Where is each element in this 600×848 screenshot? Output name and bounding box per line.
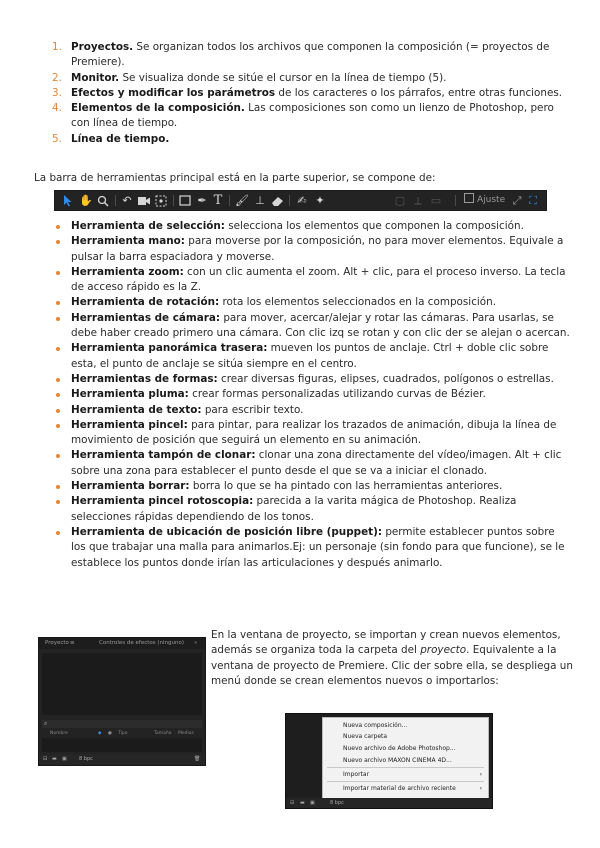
tool-description: crear diversas figuras, elipses, cuadrados, polígonos o estrellas. [217, 372, 554, 385]
bullet-icon [56, 393, 60, 397]
menu-item-new-photoshop-file[interactable]: Nuevo archivo de Adobe Photoshop... [343, 745, 456, 752]
tool-description: para escribir texto. [201, 403, 304, 416]
toolbar-separator [173, 195, 174, 206]
chevron-right-icon: › [479, 771, 482, 778]
tool-item [52, 265, 572, 296]
tag-icon: ● [108, 731, 112, 736]
bullet-icon [56, 301, 60, 305]
tool-name: Herramienta de rotación: [71, 296, 220, 309]
item-text: Se organizan todos los archivos que componen la composición (= proyectos de Premiere). [71, 41, 550, 69]
camera-tool-icon[interactable] [137, 196, 151, 206]
checkbox-icon[interactable] [464, 193, 474, 203]
item-number: 3. [52, 86, 62, 99]
puppet-tool-icon[interactable]: ✦ [315, 194, 325, 207]
numbered-item [52, 86, 572, 101]
tab-proyecto[interactable]: Proyecto [45, 640, 69, 646]
tool-name: Herramienta tampón de clonar: [71, 449, 256, 462]
rotation-tool-icon[interactable]: ↶ [122, 194, 132, 207]
tool-description: rota los elementos seleccionados en la composición. [219, 296, 497, 309]
col-type[interactable]: Tipo [118, 731, 128, 736]
menu-separator [327, 781, 484, 782]
menu-item-new-cinema4d-file[interactable]: Nuevo archivo MAXON CINEMA 4D... [343, 757, 452, 764]
paragraph-part1: En la ventana de proyecto, se importan y crean nuevos elementos, además se organiza toda la carpeta del [211, 629, 561, 657]
item-list[interactable] [42, 738, 202, 752]
col-name[interactable]: Nombre [50, 731, 68, 736]
selection-tool-icon[interactable] [63, 194, 73, 207]
paragraph-italic: proyecto [420, 644, 467, 657]
tool-name: Herramienta pluma: [71, 388, 189, 401]
bullet-icon [56, 271, 60, 275]
tools-list [52, 219, 572, 571]
bullet-icon [56, 424, 60, 428]
tool-description: para moverse por la composición, no para mover elementos. Equivale a pulsar la barra espaciadora y moverse. [71, 235, 564, 263]
pen-tool-icon[interactable]: ✒ [197, 194, 207, 207]
item-text: Las composiciones son como un lienzo de Photoshop, pero con línea de tiempo. [71, 102, 554, 130]
workspace-icon[interactable]: ⛶ [529, 194, 537, 207]
tool-item [52, 418, 572, 449]
item-number: 4. [52, 102, 62, 115]
tool-description: para pintar, para realizar los trazados de animación, dibuja la línea de movimiento de posición que seguirá un elemento en su animación. [71, 418, 557, 447]
column-headers [42, 730, 202, 737]
menu-item-import-label: Importar [343, 771, 370, 778]
tool-name: Herramienta borrar: [71, 480, 190, 493]
bullet-icon [56, 500, 60, 504]
trash-icon[interactable]: 🗑 [194, 756, 201, 762]
project-panel-screenshot [38, 637, 206, 766]
item-number: 1. [52, 41, 62, 53]
col-media[interactable]: Medios [178, 731, 194, 736]
menu-item-import[interactable] [323, 770, 488, 779]
menu-separator [327, 767, 484, 768]
tool-description: mueven los puntos de anclaje. Ctrl + doble clic sobre esta, el punto de anclaje se sitúa siempre en el centro. [71, 342, 549, 370]
tool-name: Herramientas de formas: [71, 372, 218, 385]
clone-stamp-tool-icon[interactable]: ⊥ [255, 194, 265, 207]
tool-item [52, 295, 572, 310]
menu-item-new-composition[interactable]: Nueva composición... [343, 722, 408, 729]
tool-name: Herramienta de ubicación de posición libre (puppet): [71, 525, 383, 538]
toolbar-separator [115, 195, 116, 206]
tool-item [52, 387, 572, 402]
tool-name: Herramienta mano: [71, 235, 185, 248]
tool-name: Herramienta de selección: [71, 220, 225, 232]
tool-name: Herramienta de texto: [71, 403, 202, 416]
menu-icon[interactable]: ≡ [70, 640, 75, 646]
type-tool-icon[interactable]: T [213, 193, 223, 208]
tool-item [52, 479, 572, 494]
menu-item-import-recent-label: Importar material de archivo reciente [343, 785, 456, 792]
numbered-item [52, 40, 572, 71]
tool-name: Herramienta pincel: [71, 418, 188, 431]
chevron-right-icon: › [479, 785, 482, 792]
panel-footer [39, 754, 205, 765]
tool-description: selecciona los elementos que componen la composición. [224, 220, 524, 232]
project-window-paragraph [211, 628, 573, 689]
tool-item [52, 219, 572, 234]
bullet-icon [56, 454, 60, 458]
snap-label: Ajuste [477, 195, 506, 205]
tool-description: para mover, acercar/alejar y rotar las cámaras. Para usarlas, se debe haber creado primero una cámara. Con clic izq se rotan y con clic der se alejan o acercan. [71, 311, 570, 340]
tool-description: permite establecer puntos sobre los que trabajar una malla para animarlos.Ej: un personaje (sin fondo para que funcione), se le establece los puntos donde irían las articulaciones y después animarlo. [71, 525, 565, 569]
search-input[interactable] [42, 720, 202, 728]
bullet-icon [56, 531, 60, 535]
bullet-icon [56, 378, 60, 382]
item-number: 5. [52, 132, 62, 145]
composition-icon[interactable]: ▣ [62, 756, 67, 762]
numbered-item [52, 101, 572, 132]
composition-icon[interactable]: ▣ [310, 800, 315, 806]
pan-behind-tool-icon[interactable] [155, 195, 167, 207]
local-axis-icon: ▢ [394, 194, 406, 207]
view-axis-icon: ▭ [430, 194, 442, 207]
tool-description: clonar una zona directamente del vídeo/imagen. Alt + clic sobre una zona para establecer el punto desde el que se va a iniciar el clonado. [71, 449, 562, 477]
bullet-icon [56, 485, 60, 489]
bullet-icon [56, 409, 60, 413]
bpc-label[interactable]: 8 bpc [79, 756, 93, 762]
context-menu-screenshot [285, 713, 493, 809]
item-text: de los caracteres o los párrafos, entre otras funciones. [275, 86, 563, 99]
tool-item [52, 494, 572, 525]
menu-item-import-recent[interactable] [323, 784, 488, 793]
bullet-icon [56, 225, 60, 229]
item-title: Línea de tiempo. [71, 132, 170, 145]
tool-description: parecida a la varita mágica de Photoshop. Realiza selecciones rápidas dependiendo de los tonos. [71, 495, 517, 523]
tool-item [52, 372, 572, 387]
item-title: Elementos de la composición. [71, 102, 245, 115]
bullet-icon [56, 317, 60, 321]
panel-header [39, 638, 205, 649]
tool-description: crear formas personalizadas utilizando curvas de Bézier. [188, 388, 486, 401]
numbered-item [52, 132, 572, 147]
toolbar-separator [229, 195, 230, 206]
panel-footer [286, 798, 492, 808]
tool-item [52, 311, 572, 342]
tool-item [52, 403, 572, 418]
numbered-item [52, 71, 572, 86]
tool-name: Herramienta panorámica trasera: [71, 342, 268, 355]
zoom-tool-icon[interactable] [97, 195, 109, 207]
snap-options-icon[interactable]: ⤢ [512, 194, 522, 207]
tool-name: Herramienta pincel rotoscopia: [71, 495, 254, 508]
interpret-icon[interactable]: ⊟ [43, 756, 48, 762]
hand-tool-icon[interactable]: ✋ [79, 194, 93, 207]
paragraph-part2: . Equivalente a la ventana de proyecto de Premiere. Clic der sobre ella, se despliega un menú donde se crean elementos nuevos o importarlos: [211, 644, 573, 687]
label-icon[interactable]: ◆ [98, 731, 102, 736]
item-text: Se visualiza donde se sitúe el cursor en la línea de tiempo (5). [119, 71, 447, 84]
toolbar-separator [289, 195, 290, 206]
tool-item [52, 448, 572, 479]
rectangle-tool-icon[interactable] [179, 195, 191, 207]
toolbar-intro: La barra de herramientas principal está en la parte superior, se compone de: [34, 172, 436, 184]
item-title: Efectos y modificar los parámetros [71, 86, 276, 99]
numbered-list [52, 40, 572, 147]
tool-description: con un clic aumenta el zoom. Alt + clic, para el proceso inverso. La tecla de acceso rápido es la Z. [71, 265, 566, 294]
item-number: 2. [52, 71, 62, 84]
bullet-icon [56, 240, 60, 244]
tool-description: borra lo que se ha pintado con las herramientas anteriores. [189, 480, 503, 493]
tool-item [52, 525, 572, 571]
item-title: Monitor. [71, 71, 120, 84]
toolbar-separator [455, 195, 456, 206]
after-effects-toolbar [54, 190, 547, 211]
folder-icon[interactable]: ▬ [52, 756, 57, 762]
interpret-icon[interactable]: ⊟ [290, 800, 295, 806]
context-menu [322, 717, 489, 799]
menu-item-new-folder[interactable]: Nueva carpeta [343, 733, 388, 740]
tool-name: Herramientas de cámara: [71, 311, 221, 324]
world-axis-icon: ⟂ [414, 194, 422, 207]
folder-icon[interactable]: ▬ [300, 800, 305, 806]
bullet-icon [56, 347, 60, 351]
roto-brush-tool-icon[interactable]: ✍ [297, 194, 307, 207]
tool-name: Herramienta zoom: [71, 265, 184, 278]
item-title: Proyectos. [71, 41, 134, 53]
tool-item [52, 341, 572, 372]
snap-toggle[interactable] [464, 191, 505, 210]
eraser-tool-icon[interactable] [271, 195, 284, 207]
preview-area [42, 653, 202, 715]
brush-tool-icon[interactable]: 🖌 [235, 194, 249, 207]
tab-effect-controls[interactable]: Controles de efectos (ninguno) [99, 640, 184, 646]
search-icon: ⌕ [44, 720, 48, 727]
col-size[interactable]: Tamaño [154, 731, 172, 736]
overflow-icon[interactable]: » [194, 640, 198, 646]
bpc-label[interactable]: 8 bpc [330, 800, 344, 806]
tool-item [52, 234, 572, 265]
